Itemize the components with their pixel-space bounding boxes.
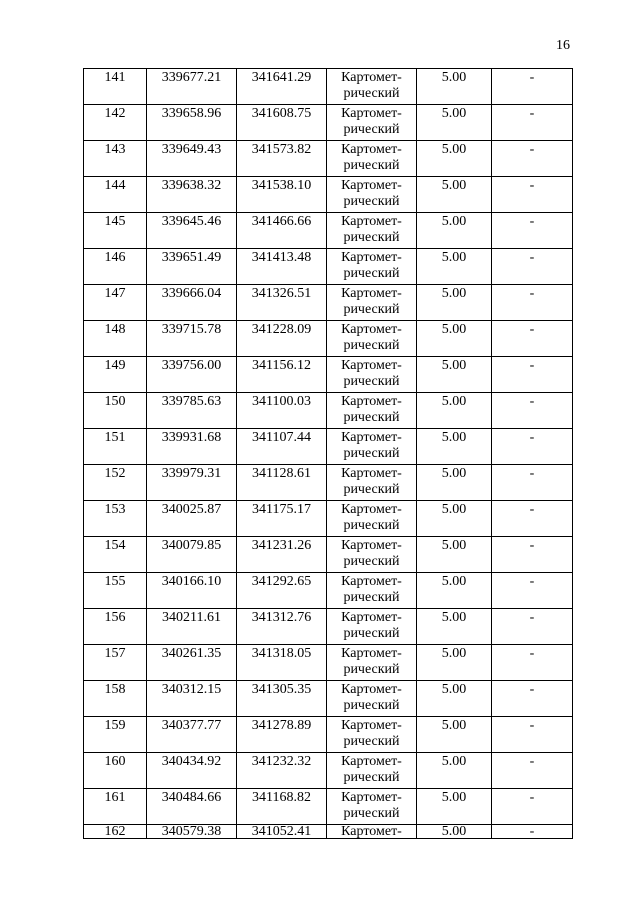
x-coordinate-cell: 339651.49 bbox=[147, 249, 237, 285]
note-cell: - bbox=[492, 465, 573, 501]
table-row bbox=[84, 465, 573, 501]
note-cell: - bbox=[492, 321, 573, 357]
note-cell: - bbox=[492, 285, 573, 321]
method-text-line-1: Картомет- bbox=[341, 790, 402, 805]
y-coordinate-cell: 341107.44 bbox=[237, 429, 327, 465]
note-cell: - bbox=[492, 717, 573, 753]
x-coordinate-cell: 339638.32 bbox=[147, 177, 237, 213]
table-row bbox=[84, 249, 573, 285]
point-number-cell: 155 bbox=[84, 573, 147, 609]
x-coordinate-cell: 340434.92 bbox=[147, 753, 237, 789]
table-row bbox=[84, 789, 573, 825]
accuracy-cell: 5.00 bbox=[417, 753, 492, 789]
y-coordinate-cell: 341641.29 bbox=[237, 69, 327, 105]
point-number-cell: 158 bbox=[84, 681, 147, 717]
table-row bbox=[84, 285, 573, 321]
method-cell bbox=[327, 177, 417, 213]
method-text-line-2: рический bbox=[343, 374, 400, 389]
accuracy-cell: 5.00 bbox=[417, 429, 492, 465]
method-text-line-2: рический bbox=[343, 770, 400, 785]
accuracy-cell: 5.00 bbox=[417, 645, 492, 681]
point-number-cell: 153 bbox=[84, 501, 147, 537]
note-cell: - bbox=[492, 69, 573, 105]
x-coordinate-cell: 339645.46 bbox=[147, 213, 237, 249]
y-coordinate-cell: 341168.82 bbox=[237, 789, 327, 825]
accuracy-cell: 5.00 bbox=[417, 681, 492, 717]
x-coordinate-cell: 339756.00 bbox=[147, 357, 237, 393]
method-cell bbox=[327, 213, 417, 249]
method-text-line-2: рический bbox=[343, 266, 400, 281]
note-cell: - bbox=[492, 141, 573, 177]
accuracy-cell: 5.00 bbox=[417, 141, 492, 177]
table-row bbox=[84, 681, 573, 717]
x-coordinate-cell: 340166.10 bbox=[147, 573, 237, 609]
point-number-cell: 162 bbox=[84, 825, 147, 839]
point-number-cell: 141 bbox=[84, 69, 147, 105]
x-coordinate-cell: 339658.96 bbox=[147, 105, 237, 141]
method-text-line-2: рический bbox=[343, 662, 400, 677]
x-coordinate-cell: 340211.61 bbox=[147, 609, 237, 645]
y-coordinate-cell: 341232.32 bbox=[237, 753, 327, 789]
method-cell bbox=[327, 789, 417, 825]
note-cell: - bbox=[492, 573, 573, 609]
y-coordinate-cell: 341413.48 bbox=[237, 249, 327, 285]
accuracy-cell: 5.00 bbox=[417, 105, 492, 141]
point-number-cell: 143 bbox=[84, 141, 147, 177]
method-text-line-2: рический bbox=[343, 806, 400, 821]
x-coordinate-cell: 339785.63 bbox=[147, 393, 237, 429]
x-coordinate-cell: 340579.38 bbox=[147, 825, 237, 839]
note-cell: - bbox=[492, 429, 573, 465]
y-coordinate-cell: 341608.75 bbox=[237, 105, 327, 141]
x-coordinate-cell: 339715.78 bbox=[147, 321, 237, 357]
method-cell bbox=[327, 609, 417, 645]
method-cell bbox=[327, 429, 417, 465]
accuracy-cell: 5.00 bbox=[417, 465, 492, 501]
point-number-cell: 159 bbox=[84, 717, 147, 753]
accuracy-cell: 5.00 bbox=[417, 825, 492, 839]
table-row bbox=[84, 717, 573, 753]
table-row bbox=[84, 753, 573, 789]
accuracy-cell: 5.00 bbox=[417, 321, 492, 357]
table-row bbox=[84, 501, 573, 537]
note-cell: - bbox=[492, 177, 573, 213]
note-cell: - bbox=[492, 393, 573, 429]
table-row bbox=[84, 357, 573, 393]
method-cell bbox=[327, 717, 417, 753]
coordinates-table bbox=[83, 68, 573, 839]
method-text-line-2: рический bbox=[343, 518, 400, 533]
method-text-line-2: рический bbox=[343, 410, 400, 425]
method-text-line-1: Картомет- bbox=[341, 178, 402, 193]
method-cell bbox=[327, 537, 417, 573]
note-cell: - bbox=[492, 825, 573, 839]
x-coordinate-cell: 339649.43 bbox=[147, 141, 237, 177]
x-coordinate-cell: 340484.66 bbox=[147, 789, 237, 825]
note-cell: - bbox=[492, 213, 573, 249]
note-cell: - bbox=[492, 357, 573, 393]
table-row bbox=[84, 393, 573, 429]
point-number-cell: 151 bbox=[84, 429, 147, 465]
method-text-line-2: рический bbox=[343, 734, 400, 749]
method-cell bbox=[327, 681, 417, 717]
method-text-line-1: Картомет- bbox=[341, 646, 402, 661]
method-text-line-1: Картомет- bbox=[341, 322, 402, 337]
accuracy-cell: 5.00 bbox=[417, 789, 492, 825]
point-number-cell: 156 bbox=[84, 609, 147, 645]
accuracy-cell: 5.00 bbox=[417, 213, 492, 249]
method-cell bbox=[327, 69, 417, 105]
y-coordinate-cell: 341278.89 bbox=[237, 717, 327, 753]
point-number-cell: 148 bbox=[84, 321, 147, 357]
note-cell: - bbox=[492, 789, 573, 825]
method-cell bbox=[327, 357, 417, 393]
accuracy-cell: 5.00 bbox=[417, 609, 492, 645]
y-coordinate-cell: 341231.26 bbox=[237, 537, 327, 573]
method-text-line-1: Картомет- bbox=[341, 574, 402, 589]
method-cell bbox=[327, 825, 417, 839]
y-coordinate-cell: 341100.03 bbox=[237, 393, 327, 429]
point-number-cell: 152 bbox=[84, 465, 147, 501]
x-coordinate-cell: 339677.21 bbox=[147, 69, 237, 105]
method-text-line-1: Картомет- bbox=[341, 466, 402, 481]
accuracy-cell: 5.00 bbox=[417, 573, 492, 609]
y-coordinate-cell: 341312.76 bbox=[237, 609, 327, 645]
method-text-line-2: рический bbox=[343, 626, 400, 641]
method-cell bbox=[327, 393, 417, 429]
method-text-line-2: рический bbox=[343, 446, 400, 461]
method-cell bbox=[327, 753, 417, 789]
method-text-line-1: Картомет- bbox=[341, 824, 402, 839]
y-coordinate-cell: 341128.61 bbox=[237, 465, 327, 501]
point-number-cell: 154 bbox=[84, 537, 147, 573]
table-row bbox=[84, 141, 573, 177]
x-coordinate-cell: 339979.31 bbox=[147, 465, 237, 501]
accuracy-cell: 5.00 bbox=[417, 69, 492, 105]
y-coordinate-cell: 341292.65 bbox=[237, 573, 327, 609]
note-cell: - bbox=[492, 501, 573, 537]
method-text-line-1: Картомет- bbox=[341, 394, 402, 409]
method-text-line-1: Картомет- bbox=[341, 214, 402, 229]
x-coordinate-cell: 339931.68 bbox=[147, 429, 237, 465]
x-coordinate-cell: 340261.35 bbox=[147, 645, 237, 681]
accuracy-cell: 5.00 bbox=[417, 717, 492, 753]
y-coordinate-cell: 341175.17 bbox=[237, 501, 327, 537]
x-coordinate-cell: 340025.87 bbox=[147, 501, 237, 537]
accuracy-cell: 5.00 bbox=[417, 501, 492, 537]
table-row bbox=[84, 177, 573, 213]
point-number-cell: 157 bbox=[84, 645, 147, 681]
point-number-cell: 142 bbox=[84, 105, 147, 141]
method-cell bbox=[327, 501, 417, 537]
method-text-line-1: Картомет- bbox=[341, 70, 402, 85]
method-text-line-1: Картомет- bbox=[341, 250, 402, 265]
method-cell bbox=[327, 141, 417, 177]
note-cell: - bbox=[492, 105, 573, 141]
page-number: 16 bbox=[556, 38, 570, 53]
x-coordinate-cell: 340079.85 bbox=[147, 537, 237, 573]
table-row bbox=[84, 69, 573, 105]
y-coordinate-cell: 341228.09 bbox=[237, 321, 327, 357]
y-coordinate-cell: 341466.66 bbox=[237, 213, 327, 249]
accuracy-cell: 5.00 bbox=[417, 249, 492, 285]
point-number-cell: 160 bbox=[84, 753, 147, 789]
y-coordinate-cell: 341538.10 bbox=[237, 177, 327, 213]
method-text-line-2: рический bbox=[343, 590, 400, 605]
method-text-line-1: Картомет- bbox=[341, 142, 402, 157]
method-text-line-2: рический bbox=[343, 338, 400, 353]
method-text-line-1: Картомет- bbox=[341, 682, 402, 697]
method-text-line-2: рический bbox=[343, 554, 400, 569]
method-text-line-1: Картомет- bbox=[341, 718, 402, 733]
table-row bbox=[84, 321, 573, 357]
point-number-cell: 147 bbox=[84, 285, 147, 321]
method-text-line-1: Картомет- bbox=[341, 430, 402, 445]
method-cell bbox=[327, 285, 417, 321]
note-cell: - bbox=[492, 753, 573, 789]
method-cell bbox=[327, 321, 417, 357]
note-cell: - bbox=[492, 681, 573, 717]
table-row bbox=[84, 429, 573, 465]
accuracy-cell: 5.00 bbox=[417, 177, 492, 213]
point-number-cell: 150 bbox=[84, 393, 147, 429]
table-row bbox=[84, 825, 573, 839]
accuracy-cell: 5.00 bbox=[417, 285, 492, 321]
table-row bbox=[84, 537, 573, 573]
method-cell bbox=[327, 645, 417, 681]
accuracy-cell: 5.00 bbox=[417, 393, 492, 429]
y-coordinate-cell: 341318.05 bbox=[237, 645, 327, 681]
table-body bbox=[84, 69, 573, 839]
method-text-line-1: Картомет- bbox=[341, 286, 402, 301]
method-cell bbox=[327, 465, 417, 501]
x-coordinate-cell: 340312.15 bbox=[147, 681, 237, 717]
y-coordinate-cell: 341326.51 bbox=[237, 285, 327, 321]
table-row bbox=[84, 645, 573, 681]
y-coordinate-cell: 341305.35 bbox=[237, 681, 327, 717]
y-coordinate-cell: 341156.12 bbox=[237, 357, 327, 393]
method-text-line-2: рический bbox=[343, 86, 400, 101]
point-number-cell: 161 bbox=[84, 789, 147, 825]
method-text-line-2: рический bbox=[343, 698, 400, 713]
point-number-cell: 149 bbox=[84, 357, 147, 393]
note-cell: - bbox=[492, 645, 573, 681]
table-row bbox=[84, 609, 573, 645]
method-text-line-1: Картомет- bbox=[341, 538, 402, 553]
table-row bbox=[84, 105, 573, 141]
point-number-cell: 144 bbox=[84, 177, 147, 213]
y-coordinate-cell: 341052.41 bbox=[237, 825, 327, 839]
y-coordinate-cell: 341573.82 bbox=[237, 141, 327, 177]
method-text-line-2: рический bbox=[343, 122, 400, 137]
method-text-line-2: рический bbox=[343, 230, 400, 245]
method-text-line-1: Картомет- bbox=[341, 106, 402, 121]
table-row bbox=[84, 573, 573, 609]
x-coordinate-cell: 340377.77 bbox=[147, 717, 237, 753]
point-number-cell: 146 bbox=[84, 249, 147, 285]
method-text-line-1: Картомет- bbox=[341, 754, 402, 769]
x-coordinate-cell: 339666.04 bbox=[147, 285, 237, 321]
method-cell bbox=[327, 249, 417, 285]
method-text-line-2: рический bbox=[343, 194, 400, 209]
method-cell bbox=[327, 105, 417, 141]
method-text-line-1: Картомет- bbox=[341, 502, 402, 517]
method-text-line-2: рический bbox=[343, 482, 400, 497]
note-cell: - bbox=[492, 249, 573, 285]
accuracy-cell: 5.00 bbox=[417, 537, 492, 573]
method-text-line-2: рический bbox=[343, 158, 400, 173]
method-text-line-1: Картомет- bbox=[341, 610, 402, 625]
table-row bbox=[84, 213, 573, 249]
method-cell bbox=[327, 573, 417, 609]
method-text-line-1: Картомет- bbox=[341, 358, 402, 373]
note-cell: - bbox=[492, 537, 573, 573]
method-text-line-2: рический bbox=[343, 302, 400, 317]
accuracy-cell: 5.00 bbox=[417, 357, 492, 393]
point-number-cell: 145 bbox=[84, 213, 147, 249]
note-cell: - bbox=[492, 609, 573, 645]
